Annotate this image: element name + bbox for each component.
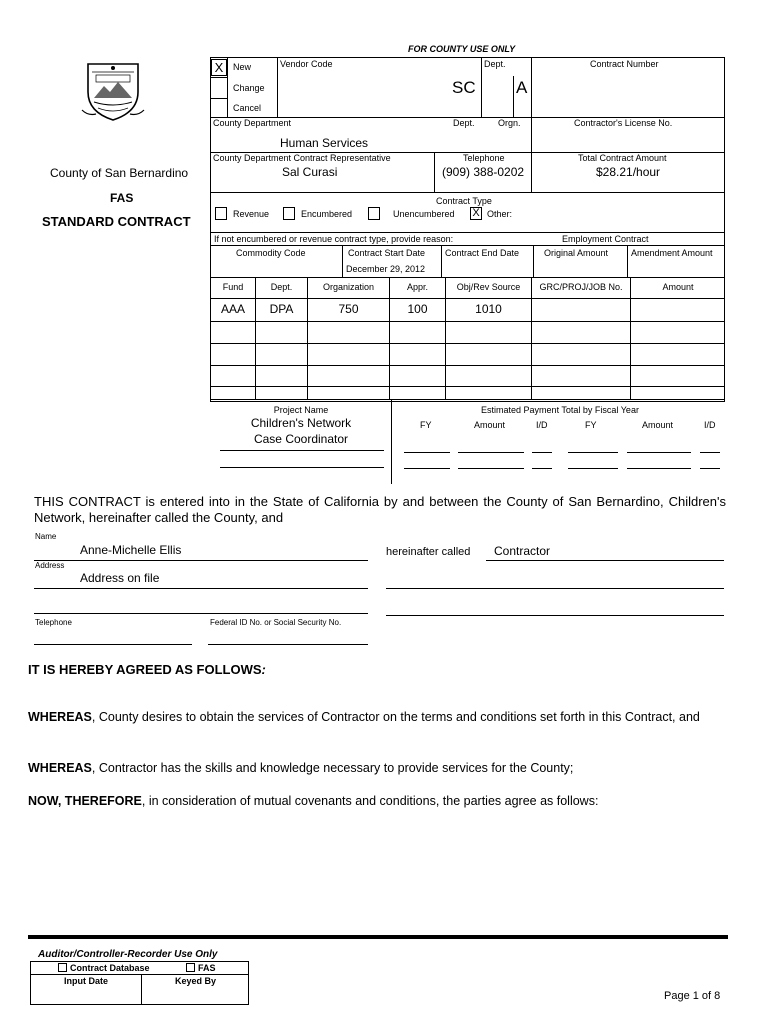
original-amount-label: Original Amount xyxy=(544,248,609,258)
auditor-title: Auditor/Controller-Recorder Use Only xyxy=(38,949,218,960)
encumbered-label: Encumbered xyxy=(301,209,353,219)
now-therefore-keyword: NOW, THEREFORE xyxy=(28,794,142,808)
dept-label: Dept. xyxy=(484,59,506,69)
total-amount-value: $28.21/hour xyxy=(596,165,661,179)
fund-header: Fund xyxy=(222,282,244,292)
agreed-text: IT IS HEREBY AGREED AS FOLLOWS xyxy=(28,662,262,677)
change-label: Change xyxy=(233,83,265,93)
contract-number-label: Contract Number xyxy=(590,59,659,69)
cancel-label: Cancel xyxy=(233,103,262,113)
project-name-line2: Case Coordinator xyxy=(253,432,349,446)
vendor-code-value: SC xyxy=(452,78,476,97)
county-department-label: County Department xyxy=(213,118,292,128)
page-number: Page 1 of 8 xyxy=(664,990,721,1002)
input-date-label: Input Date xyxy=(64,976,108,986)
now-therefore-text: , in consideration of mutual covenants and conditions, the parties agree as follows: xyxy=(141,794,599,808)
amount-label: Amount xyxy=(474,420,506,430)
obj-rev-source-header: Obj/Rev Source xyxy=(456,282,521,292)
fas-option xyxy=(186,963,216,973)
fas-checkbox[interactable] xyxy=(186,963,195,972)
orgn-label: Orgn. xyxy=(498,118,521,128)
id-label-2: I/D xyxy=(704,420,716,430)
county-name: County of San Bernardino xyxy=(50,166,189,180)
contract-database-label: Contract Database xyxy=(70,963,150,973)
federal-id-label: Federal ID No. or Social Security No. xyxy=(210,618,342,627)
start-date-label: Contract Start Date xyxy=(348,248,426,258)
telephone-value: (909) 388-0202 xyxy=(442,165,525,179)
agreed-colon: : xyxy=(261,662,266,677)
name-label: Name xyxy=(35,532,57,541)
name-value: Anne-Michelle Ellis xyxy=(80,543,182,557)
dept-label-2: Dept. xyxy=(453,118,475,128)
telephone-field-label: Telephone xyxy=(35,618,72,627)
agreed-heading xyxy=(28,662,266,677)
county-department-value: Human Services xyxy=(280,136,369,150)
representative-value: Sal Curasi xyxy=(282,165,338,179)
whereas-1-keyword: WHEREAS xyxy=(28,710,92,724)
whereas-paragraph-2 xyxy=(28,760,708,776)
whereas-2-text: , Contractor has the skills and knowledge necessary to provide services for the County; xyxy=(91,761,574,775)
address-value: Address on file xyxy=(80,571,160,585)
commodity-code-label: Commodity Code xyxy=(236,248,306,258)
fas-option-label: FAS xyxy=(198,963,216,973)
obj-rev-source-value: 1010 xyxy=(475,302,502,316)
unencumbered-checkbox[interactable] xyxy=(368,207,380,220)
total-amount-label: Total Contract Amount xyxy=(578,153,667,163)
license-label: Contractor's License No. xyxy=(574,118,673,128)
fas-label: FAS xyxy=(110,191,134,205)
county-use-header: FOR COUNTY USE ONLY xyxy=(408,44,516,54)
start-date-value: December 29, 2012 xyxy=(346,264,426,274)
county-use-form xyxy=(210,57,725,402)
unencumbered-label: Unencumbered xyxy=(393,209,455,219)
new-checkbox[interactable]: X xyxy=(211,59,227,76)
county-seal-icon xyxy=(80,58,146,124)
project-name-label: Project Name xyxy=(273,405,329,415)
dept-header: Dept. xyxy=(270,282,293,292)
amount-header: Amount xyxy=(662,282,694,292)
vendor-code-label: Vendor Code xyxy=(280,59,333,69)
hereinafter-label: hereinafter called xyxy=(386,546,471,558)
whereas-1-text: , County desires to obtain the services of Contractor on the terms and conditions set forth in this Contract, and xyxy=(91,710,700,724)
fund-value: AAA xyxy=(220,302,245,316)
telephone-label: Telephone xyxy=(463,153,505,163)
other-checkbox[interactable]: X xyxy=(470,207,482,220)
revenue-checkbox[interactable] xyxy=(215,207,227,220)
appr-value: 100 xyxy=(407,302,428,316)
document-title: STANDARD CONTRACT xyxy=(42,214,191,229)
other-label: Other: xyxy=(487,209,513,219)
whereas-2-keyword: WHEREAS xyxy=(28,761,92,775)
id-label: I/D xyxy=(536,420,548,430)
address-label: Address xyxy=(35,561,65,570)
dept-value: A xyxy=(516,78,528,97)
project-name-line1: Children's Network xyxy=(250,416,352,430)
reason-label: If not encumbered or revenue contract type, provide reason: xyxy=(214,234,454,244)
contract-database-option xyxy=(58,963,150,973)
organization-header: Organization xyxy=(322,282,375,292)
contract-type-label: Contract Type xyxy=(436,196,492,206)
keyed-by-label: Keyed By xyxy=(174,976,217,986)
reason-value: Employment Contract xyxy=(562,234,649,244)
organization-value: 750 xyxy=(338,302,359,316)
fy-label: FY xyxy=(420,420,432,430)
dept-value-cell: DPA xyxy=(269,302,294,316)
end-date-label: Contract End Date xyxy=(445,248,520,258)
encumbered-checkbox[interactable] xyxy=(283,207,295,220)
now-therefore-paragraph xyxy=(28,793,708,809)
whereas-paragraph-1 xyxy=(28,709,708,725)
hereinafter-value: Contractor xyxy=(494,544,551,558)
grc-proj-job-header: GRC/PROJ/JOB No. xyxy=(539,282,623,292)
revenue-label: Revenue xyxy=(233,209,270,219)
amount-label-2: Amount xyxy=(642,420,674,430)
contract-database-checkbox[interactable] xyxy=(58,963,67,972)
representative-label: County Department Contract Representative xyxy=(213,153,391,163)
new-label: New xyxy=(233,62,252,72)
appr-header: Appr. xyxy=(406,282,428,292)
estimated-payment-label: Estimated Payment Total by Fiscal Year xyxy=(481,405,639,415)
fy-label-2: FY xyxy=(585,420,597,430)
amendment-amount-label: Amendment Amount xyxy=(631,248,713,258)
footer-rule xyxy=(28,935,728,939)
intro-paragraph: THIS CONTRACT is entered into in the State of California by and between the County of San Bernardino, Children's Network, hereinafter called the County, and xyxy=(34,494,726,525)
